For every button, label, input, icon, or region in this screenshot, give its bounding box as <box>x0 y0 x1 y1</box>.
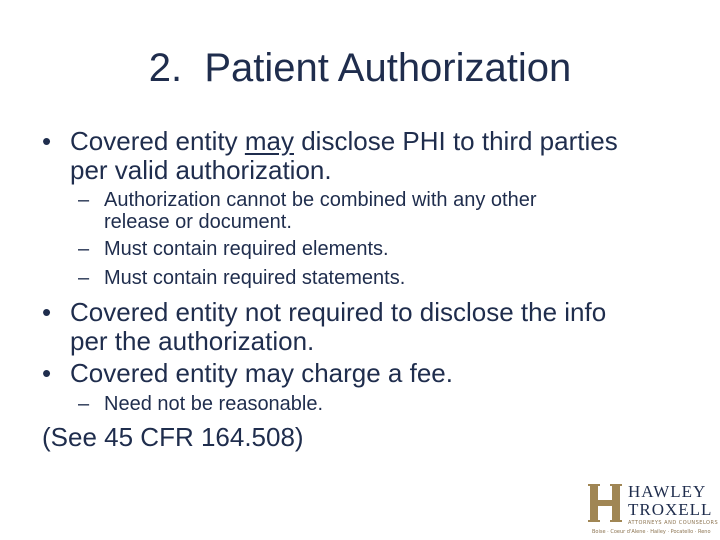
sub-item-text: release or document. <box>104 211 292 233</box>
dash-icon: – <box>78 189 90 211</box>
dash-icon: – <box>78 267 90 289</box>
bullet-text-line: Covered entity not required to disclose the info <box>70 297 607 327</box>
logo-cities: Boise · Coeur d'Alene · Hailey · Pocatello · Reno <box>592 529 711 535</box>
underlined-word: may <box>244 126 294 156</box>
bullet-text-line: per valid authorization. <box>70 155 332 185</box>
hawley-troxell-logo <box>588 480 718 535</box>
slide-title: 2. Patient Authorization <box>148 46 572 90</box>
logo-name-line1: HAWLEY <box>628 482 707 501</box>
logo-tagline: ATTORNEYS AND COUNSELORS <box>628 520 719 526</box>
bullet-text-line: per the authorization. <box>70 326 315 356</box>
sub-item-text: Authorization cannot be combined with any other <box>104 189 537 211</box>
sub-item-text: Need not be reasonable. <box>104 393 324 415</box>
h-monogram-icon <box>588 482 628 524</box>
citation-note: (See 45 CFR 164.508) <box>42 422 304 452</box>
dash-icon: – <box>78 393 90 415</box>
logo-name-line2: TROXELL <box>628 500 713 519</box>
bullet-text-line: Covered entity may charge a fee. <box>70 358 453 388</box>
sub-item-text: Must contain required elements. <box>104 238 389 260</box>
bullet-text-line: Covered entity may disclose PHI to third parties <box>70 126 618 156</box>
bullet-icon: • <box>42 358 52 388</box>
bullet-icon: • <box>42 297 52 327</box>
dash-icon: – <box>78 238 90 260</box>
sub-item-text: Must contain required statements. <box>104 267 406 289</box>
bullet-icon: • <box>42 126 52 156</box>
